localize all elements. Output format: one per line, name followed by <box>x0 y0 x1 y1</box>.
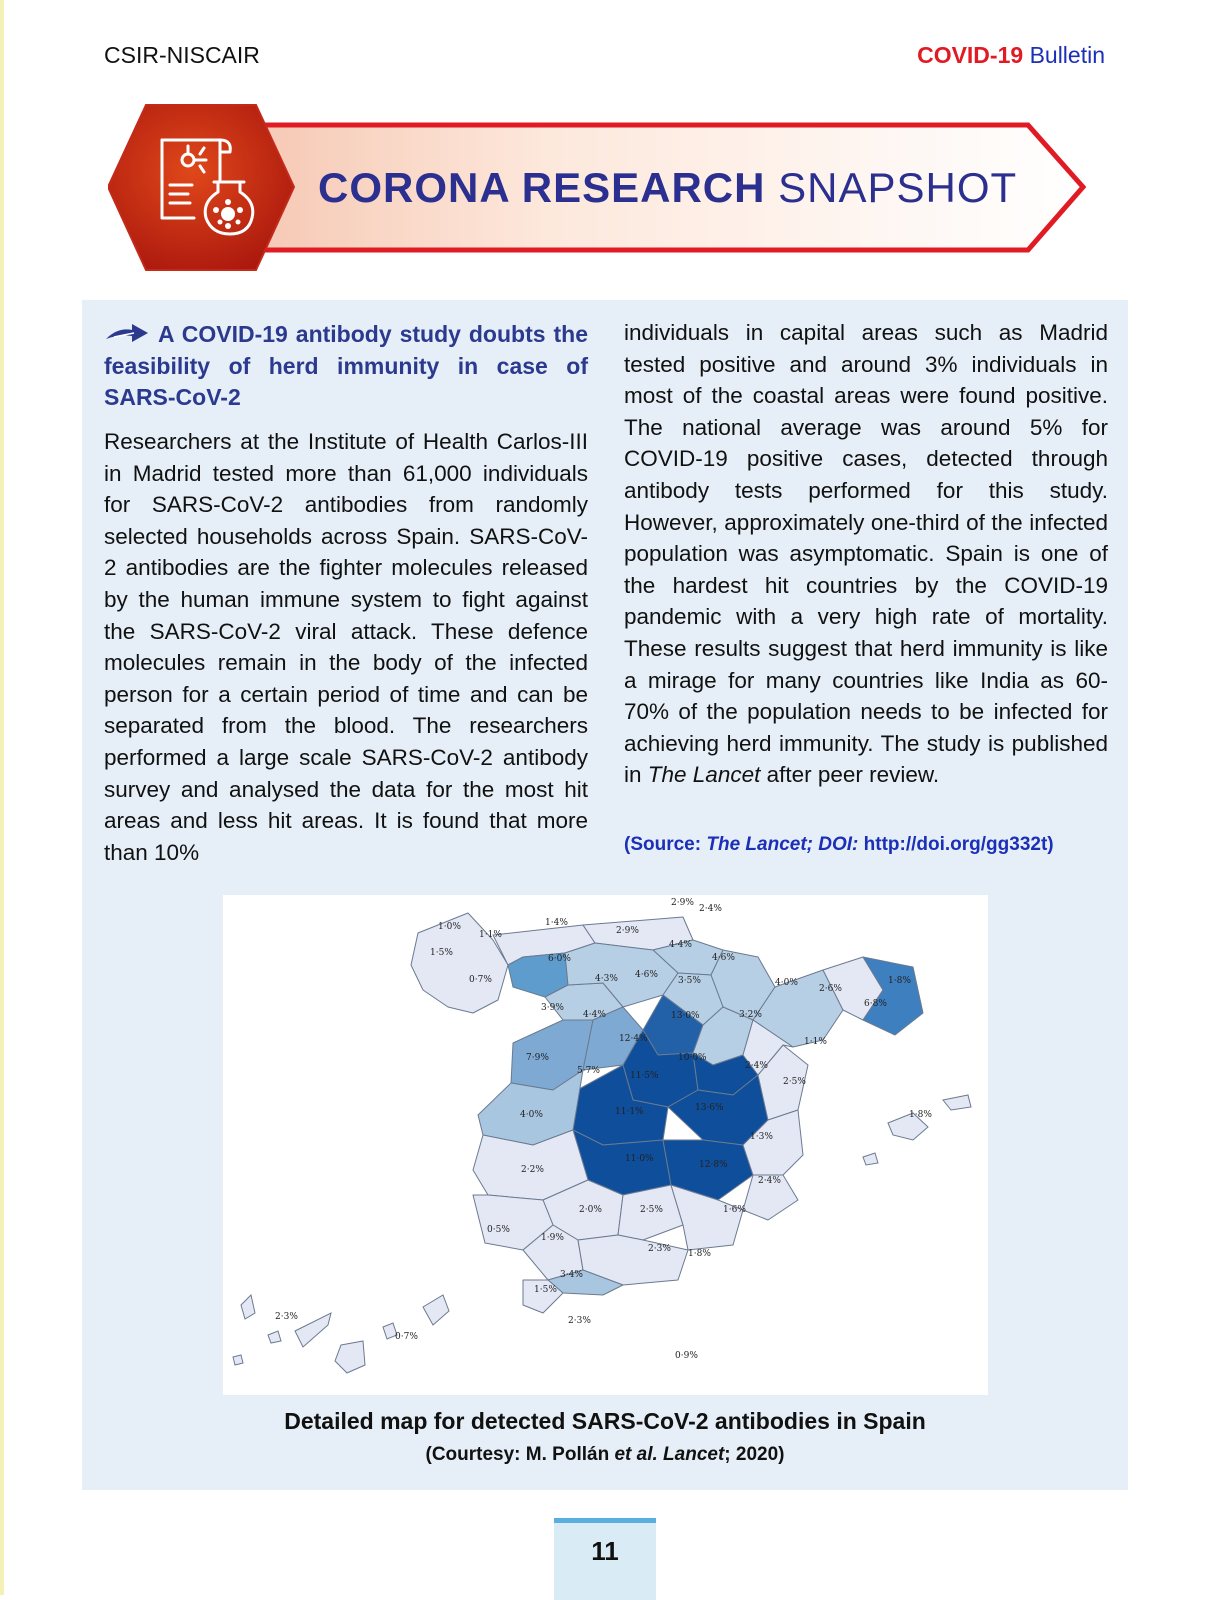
header-org: CSIR-NISCAIR <box>104 42 260 68</box>
source-prefix: (Source: <box>624 834 707 855</box>
source-doi-link[interactable]: http://doi.org/gg332t) <box>858 834 1054 855</box>
map-percent-label: 11·5% <box>630 1071 659 1081</box>
spain-antibody-map <box>223 895 988 1395</box>
map-percent-label: 1·4% <box>545 918 568 928</box>
map-percent-label: 4·3% <box>595 974 618 984</box>
bulletin-label: Bulletin <box>1029 42 1105 68</box>
map-percent-label: 2·6% <box>819 984 842 994</box>
map-percent-label: 0·9% <box>675 1351 698 1361</box>
courtesy-prefix: (Courtesy: M. Pollán <box>425 1444 615 1465</box>
map-percent-label: 3·4% <box>560 1270 583 1280</box>
map-percent-label: 11·1% <box>615 1107 644 1117</box>
map-percent-label: 1·8% <box>909 1110 932 1120</box>
header-bulletin <box>917 42 1105 69</box>
map-percent-label: 6·0% <box>548 954 571 964</box>
headline-text: A COVID-19 antibody study doubts the feasibility of herd immunity in case of SARS-CoV-2 <box>104 321 588 410</box>
map-percent-label: 2·5% <box>783 1077 806 1087</box>
map-percent-label: 0·7% <box>395 1332 418 1342</box>
map-percent-label: 1·8% <box>688 1249 711 1259</box>
map-percent-label: 11·0% <box>625 1154 654 1164</box>
map-percent-label: 4·4% <box>669 940 692 950</box>
map-percent-label: 5·7% <box>577 1066 600 1076</box>
courtesy-italic: et al. Lancet <box>614 1444 725 1465</box>
map-percent-label: 3·5% <box>678 976 701 986</box>
article-body-right <box>624 317 1108 791</box>
map-percent-label: 3·9% <box>541 1003 564 1013</box>
arrow-right-icon <box>104 321 150 345</box>
map-percent-label: 12·4% <box>619 1034 648 1044</box>
map-percent-label: 2·3% <box>648 1244 671 1254</box>
map-percent-label: 1·9% <box>541 1233 564 1243</box>
map-percent-label: 3·2% <box>739 1010 762 1020</box>
map-percent-label: 13·6% <box>695 1103 724 1113</box>
map-percent-label: 2·0% <box>579 1205 602 1215</box>
source-journal: The Lancet; DOI: <box>706 834 859 855</box>
journal-name: The Lancet <box>647 762 761 788</box>
banner-title-bold: CORONA RESEARCH <box>318 164 766 211</box>
map-percent-label: 2·9% <box>671 898 694 908</box>
map-percent-label: 2·4% <box>758 1176 781 1186</box>
map-percent-label: 2·3% <box>568 1316 591 1326</box>
balearic-islands <box>863 1095 971 1165</box>
source-citation <box>624 834 1054 856</box>
map-percent-label: 13·0% <box>671 1011 700 1021</box>
map-percent-label: 2·3% <box>275 1312 298 1322</box>
body-right-text: individuals in capital areas such as Madrid tested positive and around 3% individuals in most of the coastal areas were found positive. The national average was around 5% for COVID-19 positive cases, detected through antibody tests performed for this study. However, approximately one-third of the infected population was asymptomatic. Spain is one of the hardest hit countries by the COVID-19 pandemic with a very high rate of mortality. These results suggest that herd immunity is like a mirage for many countries like India as 60-70% of the population needs to be infected for achieving herd immunity. The study is published in <box>624 320 1108 788</box>
map-percent-label: 1·0% <box>438 922 461 932</box>
page-number: 11 <box>591 1536 619 1566</box>
research-flask-virus-icon <box>150 130 260 240</box>
map-percent-label: 0·7% <box>469 975 492 985</box>
map-percent-label: 7·9% <box>526 1053 549 1063</box>
map-percent-label: 2·4% <box>745 1061 768 1071</box>
map-courtesy <box>82 1444 1128 1466</box>
map-percent-label: 1·5% <box>430 948 453 958</box>
article-body-left: Researchers at the Institute of Health Carlos-III in Madrid tested more than 61,000 individuals for SARS-CoV-2 antibodies from randomly selected households across Spain. SARS-CoV-2 antibodies are the fighter molecules released by the human immune system to fight against the SARS-CoV-2 viral attack. These defence molecules remain in the body of the infected person for a certain period of time and can be separated from the blood. The researchers performed a large scale SARS-CoV-2 antibody survey and analysed the data for the most hit areas and less hit areas. It is found that more than 10% <box>104 429 588 865</box>
map-percent-label: 1·5% <box>534 1285 557 1295</box>
map-percent-label: 10·0% <box>678 1053 707 1063</box>
map-percent-label: 4·0% <box>775 978 798 988</box>
bulletin-covid-label: COVID-19 <box>917 42 1024 68</box>
map-percent-label: 12·8% <box>699 1160 728 1170</box>
map-percent-label: 0·5% <box>487 1225 510 1235</box>
banner-title-light: SNAPSHOT <box>778 164 1018 211</box>
map-percent-label: 2·5% <box>640 1205 663 1215</box>
map-percent-label: 6·8% <box>864 999 887 1009</box>
map-percent-label: 4·4% <box>583 1010 606 1020</box>
map-percent-label: 2·9% <box>616 926 639 936</box>
map-percent-label: 4·0% <box>520 1110 543 1120</box>
map-percent-label: 1·6% <box>723 1205 746 1215</box>
map-percent-label: 1·3% <box>750 1132 773 1142</box>
map-percent-label: 1·8% <box>888 976 911 986</box>
courtesy-suffix: ; 2020) <box>724 1444 785 1465</box>
article-headline <box>104 319 588 414</box>
banner-title <box>318 164 1017 212</box>
map-percent-label: 1·1% <box>804 1037 827 1047</box>
map-caption: Detailed map for detected SARS-CoV-2 antibodies in Spain <box>284 1408 926 1434</box>
map-percent-label: 1·1% <box>479 930 502 940</box>
map-canvas <box>223 895 988 1395</box>
map-percent-label: 4·6% <box>635 970 658 980</box>
map-percent-label: 2·2% <box>521 1165 544 1175</box>
map-percent-label: 4·6% <box>712 953 735 963</box>
body-right-end: after peer review. <box>760 762 940 788</box>
map-percent-label: 2·4% <box>699 904 722 914</box>
page-edge-rule <box>0 0 4 1595</box>
